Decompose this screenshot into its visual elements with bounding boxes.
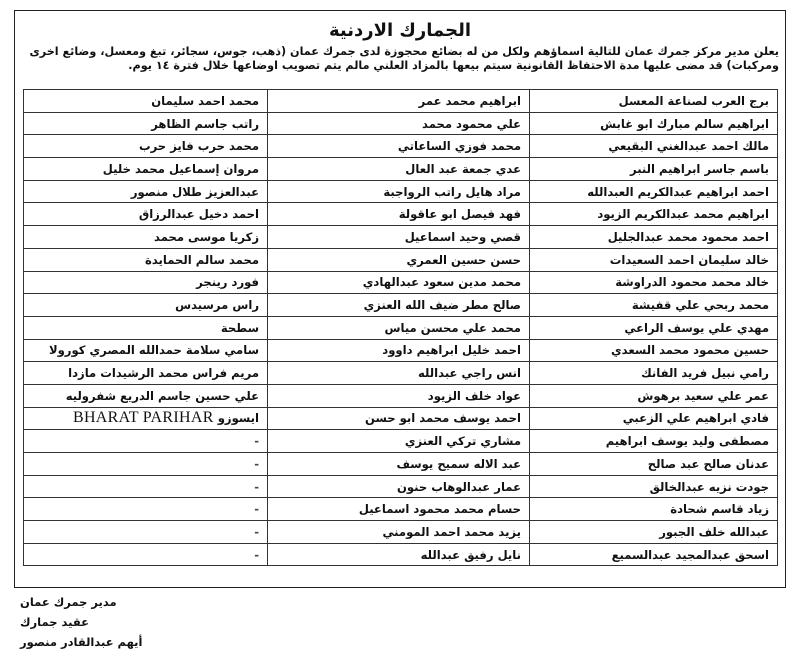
cell-text: فادي ابراهيم علي الزعبي <box>622 411 769 426</box>
table-cell <box>268 339 530 362</box>
table-cell <box>24 294 268 317</box>
cell-text: حسام محمد محمود اسماعيل <box>358 502 521 517</box>
cell-text: خالد سليمان احمد السعيدات <box>609 252 769 267</box>
table-cell <box>268 543 530 566</box>
cell-text: مروان إسماعيل محمد خليل <box>102 161 259 176</box>
signature-title: مدير جمرك عمان <box>20 595 117 609</box>
table-cell <box>268 498 530 521</box>
cell-text: احمد خليل ابراهيم داوود <box>382 343 521 358</box>
cell-text: يزيد محمد احمد المومني <box>382 524 521 539</box>
notice-intro: يعلن مدير مركز جمرك عمان للتالية اسماؤهم ولكل من له بضائع محجوزة لدى جمرك عمان (ذهب، جوس، سجائر، تبغ ومعسل، وضائع اخرى ومركبات) قد مضى عليها مدة الاحتفاظ القانونية سيتم بيعها بالمزاد العلني مالم يتم تصويب اوضاعها خلال فترة ١٤ يوم. <box>29 45 779 72</box>
cell-text: رامي نبيل فريد الفانك <box>641 366 769 381</box>
cell-text: زكريا موسى محمد <box>154 229 259 244</box>
table-cell <box>530 362 778 385</box>
cell-text: مريم فراس محمد الرشيدات مازدا <box>68 366 259 381</box>
cell-text: قصي وحيد اسماعيل <box>404 229 521 244</box>
cell-text: عدي جمعة عبد العال <box>405 161 521 176</box>
table-row <box>24 271 778 294</box>
table-cell <box>530 294 778 317</box>
cell-text: برج العرب لصناعة المعسل <box>618 93 769 108</box>
cell-text: مهدي علي يوسف الراعي <box>624 320 769 335</box>
table-cell <box>530 453 778 476</box>
cell-text: - <box>254 456 259 471</box>
table-cell <box>530 180 778 203</box>
cell-text: انس راجي عبدالله <box>418 366 521 381</box>
table-cell <box>24 407 268 430</box>
table-row <box>24 180 778 203</box>
cell-text: جودت نزيه عبدالخالق <box>649 479 769 494</box>
names-table <box>23 89 778 566</box>
cell-text: محمد حرب فايز حرب <box>138 139 259 154</box>
table-cell <box>24 90 268 113</box>
cell-text: احمد محمود محمد عبدالجليل <box>607 229 769 244</box>
cell-text: عمار عبدالوهاب حنون <box>396 479 521 494</box>
table-row <box>24 475 778 498</box>
cell-text: احمد يوسف محمد ابو حسن <box>365 411 521 426</box>
table-cell <box>530 475 778 498</box>
cell-text: محمد فوزي الساعاتي <box>397 139 521 154</box>
table-cell <box>530 158 778 181</box>
table-cell <box>24 203 268 226</box>
table-cell <box>530 135 778 158</box>
cell-text: سطحة <box>220 320 259 335</box>
cell-text: ابراهيم سالم مبارك ابو غابش <box>600 116 769 131</box>
cell-text: محمد سالم الحمايدة <box>145 252 259 267</box>
table-cell <box>268 407 530 430</box>
cell-text: احمد ابراهيم عبدالكريم العبدالله <box>587 184 769 199</box>
table-cell <box>24 384 268 407</box>
cell-text: مالك احمد عبدالغني البقيعي <box>608 139 769 154</box>
cell-text: نايل رفيق عبدالله <box>420 547 521 562</box>
table-cell <box>24 475 268 498</box>
cell-text: - <box>254 479 259 494</box>
cell-text: ابراهيم محمد عمر <box>418 93 521 108</box>
vehicle-label: ايسوزو <box>217 411 259 426</box>
cell-text: - <box>254 524 259 539</box>
table-row <box>24 362 778 385</box>
table-cell <box>530 543 778 566</box>
cell-text: باسم جاسر ابراهيم النبر <box>629 161 769 176</box>
table-cell <box>530 430 778 453</box>
table-cell <box>268 90 530 113</box>
table-cell <box>530 384 778 407</box>
table-row <box>24 407 778 430</box>
table-cell <box>530 226 778 249</box>
cell-text: حسين محمود محمد السعدي <box>611 343 769 358</box>
cell-text: مشاري تركي العنزي <box>404 434 521 449</box>
table-cell <box>530 316 778 339</box>
cell-text: عدنان صالح عبد صالح <box>647 456 769 471</box>
table-cell <box>268 294 530 317</box>
table-cell <box>530 407 778 430</box>
table-row <box>24 226 778 249</box>
table-row <box>24 339 778 362</box>
table-cell <box>24 316 268 339</box>
cell-text: علي محمود محمد <box>422 116 521 131</box>
cell-text: ابراهيم محمد عبدالكريم الزيود <box>597 207 769 222</box>
table-cell <box>268 384 530 407</box>
signature-rank: عقيد جمارك <box>20 615 89 629</box>
cell-text: - <box>254 547 259 562</box>
table-cell <box>24 362 268 385</box>
cell-text: راس مرسيدس <box>175 298 259 313</box>
table-cell <box>268 248 530 271</box>
table-cell <box>24 248 268 271</box>
table-cell <box>530 90 778 113</box>
table-cell <box>268 521 530 544</box>
table-row <box>24 453 778 476</box>
table-cell <box>24 453 268 476</box>
table-cell <box>268 316 530 339</box>
table-row <box>24 294 778 317</box>
table-cell <box>24 135 268 158</box>
notice-frame <box>14 10 786 588</box>
cell-text: راتب جاسم الظاهر <box>151 116 259 131</box>
cell-text: زياد قاسم شحادة <box>670 502 769 517</box>
table-cell <box>24 158 268 181</box>
cell-text: محمد مدين سعود عبدالهادي <box>362 275 521 290</box>
table-cell <box>24 180 268 203</box>
table-row <box>24 203 778 226</box>
table-cell <box>530 498 778 521</box>
table-row <box>24 158 778 181</box>
table-row <box>24 90 778 113</box>
table-cell <box>268 180 530 203</box>
cell-text: محمد ربحي علي قفيشة <box>631 298 769 313</box>
table-cell <box>268 453 530 476</box>
cell-text: حسن حسين العمري <box>406 252 521 267</box>
cell-text: - <box>254 434 259 449</box>
cell-text: عبدالله خلف الجبور <box>659 524 769 539</box>
table-row <box>24 430 778 453</box>
table-cell <box>24 430 268 453</box>
names-table-body <box>24 90 778 566</box>
signature-name: أيهم عبدالقادر منصور <box>20 635 143 649</box>
table-cell <box>530 203 778 226</box>
cell-text: صالح مطر ضيف الله العنزي <box>363 298 521 313</box>
table-cell <box>268 475 530 498</box>
cell-text: فورد رينجر <box>196 275 259 290</box>
table-cell <box>24 226 268 249</box>
cell-text: محمد علي محسن مياس <box>384 320 521 335</box>
table-row <box>24 543 778 566</box>
cell-text: سامي سلامة حمدالله المصري كورولا <box>48 343 259 358</box>
table-cell <box>530 112 778 135</box>
table-cell <box>268 430 530 453</box>
table-cell <box>268 135 530 158</box>
table-cell <box>24 112 268 135</box>
cell-text: فهد فيصل ابو عاقولة <box>398 207 521 222</box>
cell-text: مصطفى وليد يوسف ابراهيم <box>605 434 769 449</box>
table-cell <box>530 339 778 362</box>
table-cell <box>24 271 268 294</box>
table-row <box>24 112 778 135</box>
table-row <box>24 248 778 271</box>
table-cell <box>268 362 530 385</box>
table-row <box>24 521 778 544</box>
table-cell <box>268 158 530 181</box>
table-cell <box>268 203 530 226</box>
cell-text: عبدالعزيز طلال منصور <box>130 184 259 199</box>
notice-title: الجمارك الاردنية <box>328 20 472 41</box>
cell-text: عمر علي سعيد برهوش <box>637 388 769 403</box>
table-cell <box>530 521 778 544</box>
table-cell <box>530 248 778 271</box>
table-cell <box>24 543 268 566</box>
table-cell <box>268 226 530 249</box>
table-row <box>24 498 778 521</box>
cell-text: عبد الاله سميح يوسف <box>396 456 521 471</box>
cell-text: مراد هايل راتب الرواجبة <box>383 184 521 199</box>
cell-text: احمد دخيل عبدالرزاق <box>138 207 259 222</box>
table-cell <box>24 498 268 521</box>
table-cell <box>530 271 778 294</box>
table-cell <box>24 521 268 544</box>
table-row <box>24 135 778 158</box>
signature-block <box>20 592 220 652</box>
table-row <box>24 384 778 407</box>
cell-text: خالد محمد محمود الدراوشة <box>615 275 769 290</box>
cell-text: - <box>254 502 259 517</box>
cell-text: اسحق عبدالمجيد عبدالسميع <box>611 547 769 562</box>
table-cell <box>268 112 530 135</box>
cell-text: عواد خلف الزيود <box>427 388 521 403</box>
table-row <box>24 316 778 339</box>
table-cell <box>24 339 268 362</box>
cell-text: علي حسين جاسم الدريع شفروليه <box>65 388 259 403</box>
table-cell <box>268 271 530 294</box>
latin-name: BHARAT PARIHAR <box>72 409 214 427</box>
cell-text: محمد احمد سليمان <box>151 93 259 108</box>
